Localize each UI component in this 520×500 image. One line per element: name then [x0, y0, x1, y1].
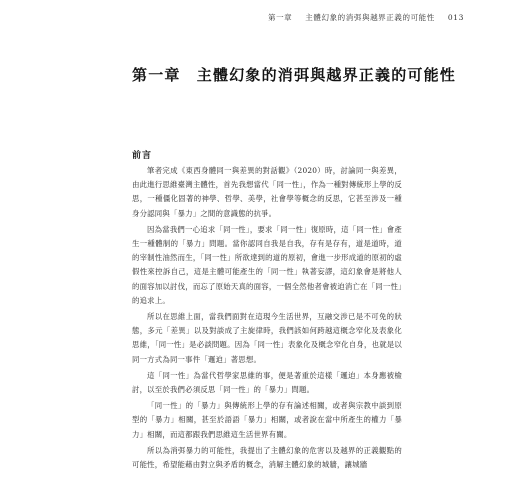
paragraph: 筆者完成《東西身體同一與差異的對話觀》（2020）時，討論同一與差異，由此進行思維臺灣主體性，首先我想當代「同一性」，作為一種對傳統形上學的反思，一種僵化固著的神學、哲學、美學，社會學等概念的反思，它甚至涉及一種身分認同與「暴力」之間的意識態的抗爭。 — [132, 166, 402, 218]
running-header — [258, 12, 464, 23]
paragraph: 因為當我們一心追求「同一性」，要求「同一性」復原時，這「同一性」會產生一種體制的「暴力」問題。當你認同自我是自我，存有是存有，道是道時，道的宰制性油然而生，「同一性」所欲達到的道的原初，會進一步形成道的原初的虛假性來控訴自己，這是主體可能產生的「同一性」執著妄謬，這幻象會是將他人的面容加以討伐，而忘了原始天真的面容，一個全然他者會被迫消亡在「同一性」的追求上。 — [132, 224, 402, 305]
paragraph: 所以為消弭暴力的可能性，我提出了主體幻象的危害以及越界的正義觀點的可能性，希望能藉由對立與矛盾的概念，消解主體幻象的城牆，讓城牆 — [132, 445, 402, 470]
paragraph: 這「同一性」為當代哲學家思維的事，便是著重於這樣「邏迫」本身應被檢討，以至於我們必須反思「同一性」的「暴力」問題。 — [132, 370, 402, 395]
page-number: 013 — [447, 13, 464, 22]
chapter-title: 第一章 主體幻象的消弭與越界正義的可能性 — [132, 66, 457, 84]
paragraph: 「同一性」的「暴力」與傳統形上學的存有論述相關，或者與宗教中談到原型的「暴力」相關，甚至於語語「暴力」相關，或者說在當中所產生的權力「暴力」相關，而這都跟我們思維這生活世界有關。 — [132, 401, 402, 439]
header-chapter-label: 第一章 — [267, 13, 293, 22]
body-text — [132, 164, 402, 474]
paragraph: 所以在思維上面，當我們面對在這現今生活世界，互融交涉已是不可免的狀態，多元「差異」以及對談成了主旋律時，我們該如何跨越這概念窄化及表象化思維，「同一性」是必談問題。因為「同一性」表象化及概念窄化自身，也就是以同一方式為同一事件「邏迫」著思想。 — [132, 312, 402, 364]
header-chapter-title: 主體幻象的消弭與越界正義的可能性 — [305, 13, 435, 22]
section-heading: 前言 — [132, 151, 153, 161]
